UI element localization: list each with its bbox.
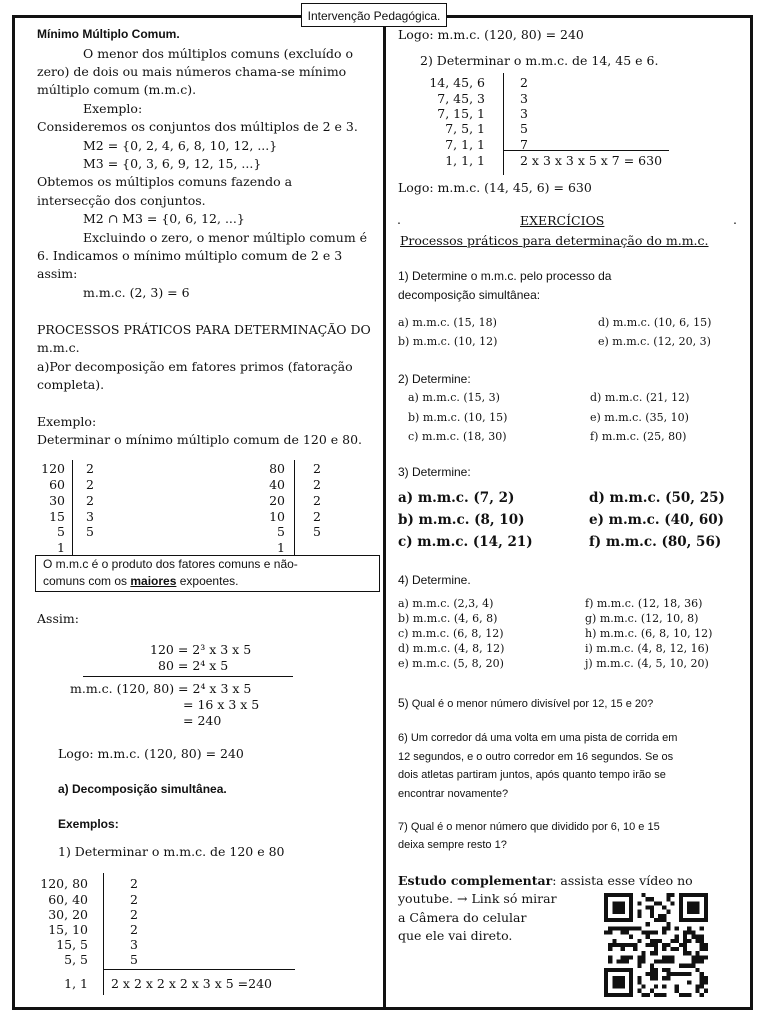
factor-prime: 5 [86,524,94,539]
intersection-set: M2 ∩ M3 = {0, 6, 12, ...} [83,211,245,226]
decomp-divider [503,73,504,175]
assim-label: Assim: [37,611,79,626]
decomp-product: 2 x 2 x 2 x 2 x 3 x 5 =240 [111,976,273,991]
decomp-factor: 2 [130,907,138,922]
study-line: youtube. → Link só mirar [398,891,557,906]
q4-item: f) m.m.c. (12, 18, 36) [585,597,703,610]
determine-line: 1) Determinar o m.m.c. de 120 e 80 [58,844,285,859]
decomp-factor: 2 [130,892,138,907]
decomp-row: 1, 1, 1 [445,153,485,168]
decomp-factor: 3 [520,106,528,121]
question-5: 5) Qual é o menor número divisível por 12, 15 e 20? [398,696,654,710]
subsection-a: a) Decomposição simultânea. [58,782,227,796]
exclude-line: Excluindo o zero, o menor múltiplo comum é [83,230,368,245]
decomp-row: 7, 5, 1 [445,121,485,136]
definition-line: zero) de dois ou mais números chama-se mínimo [37,64,347,79]
q4-item: e) m.m.c. (5, 8, 20) [398,657,504,670]
study-line: que ele vai direto. [398,928,513,943]
factor-dividend: 1 [277,540,285,555]
q4-item: b) m.m.c. (4, 6, 8) [398,612,498,625]
factor-dividend: 60 [49,477,65,492]
determine-line: Determinar o mínimo múltiplo comum de 120 e 80. [37,432,362,447]
determine-line: 2) Determinar o m.m.c. de 14, 45 e 6. [420,53,659,68]
equation-step: = 16 x 3 x 5 [183,697,260,712]
decomp-row: 15, 10 [48,922,88,937]
decomp-row: 7, 45, 3 [437,91,485,106]
exercises-title: EXERCÍCIOS [520,213,605,228]
decomp-row: 1, 1 [64,976,88,991]
equation-120: 120 = 2³ x 3 x 5 [150,642,252,657]
qr-code-icon[interactable] [600,893,712,997]
equation-result: = 240 [183,713,222,728]
q3-item: c) m.m.c. (14, 21) [398,534,533,550]
factor-prime: 5 [313,524,321,539]
q2-item: f) m.m.c. (25, 80) [590,430,687,443]
decomp-row: 7, 1, 1 [445,137,485,152]
examples-label: Exemplos: [58,817,119,831]
dot-mark: . [733,212,737,227]
section-title: Mínimo Múltiplo Comum. [37,27,180,41]
study-line: Estudo complementar: assista esse vídeo no [398,873,693,888]
equation-mmc: m.m.c. (120, 80) = 2⁴ x 3 x 5 [70,681,252,696]
q4-item: d) m.m.c. (4, 8, 12) [398,642,505,655]
factor-dividend: 1 [57,540,65,555]
study-line: a Câmera do celular [398,910,527,925]
q3-item: d) m.m.c. (50, 25) [589,490,725,506]
question-6: dois atletas partiram juntos, após quanto tempo irão se [398,769,666,781]
decomp-factor: 2 [520,75,528,90]
decomp-row: 5, 5 [64,952,88,967]
q4-item: i) m.m.c. (4, 8, 12, 16) [585,642,709,655]
decomp-divider [103,873,104,995]
logo-result: Logo: m.m.c. (120, 80) = 240 [398,27,584,42]
logo-result: Logo: m.m.c. (120, 80) = 240 [58,746,244,761]
factor-prime: 2 [86,461,94,476]
question-1: 1) Determine o m.m.c. pelo processo da [398,269,612,283]
decomp-row: 30, 20 [48,907,88,922]
q4-item: a) m.m.c. (2,3, 4) [398,597,494,610]
q2-item: b) m.m.c. (10, 15) [408,411,508,424]
logo-result: Logo: m.m.c. (14, 45, 6) = 630 [398,180,592,195]
factor-dividend: 120 [41,461,65,476]
decomp-factor: 3 [130,937,138,952]
factor-dividend: 5 [57,524,65,539]
question-7: 7) Qual é o menor número que dividido por 6, 10 e 15 [398,821,660,833]
decomp-product: 2 x 3 x 3 x 5 x 7 = 630 [520,153,663,168]
q1-item: a) m.m.c. (15, 18) [398,316,497,329]
q4-item: h) m.m.c. (6, 8, 10, 12) [585,627,713,640]
question-4: 4) Determine. [398,573,471,587]
question-3: 3) Determine: [398,465,471,479]
q4-item: g) m.m.c. (12, 10, 8) [585,612,699,625]
decomp-row: 60, 40 [48,892,88,907]
exercises-subtitle: Processos práticos para determinação do m.m.c. [400,233,709,248]
question-2: 2) Determine: [398,372,471,386]
method-a: completa). [37,377,105,392]
exclude-line: 6. Indicamos o mínimo múltiplo comum de 2 e 3 [37,248,343,263]
consider-line: Consideremos os conjuntos dos múltiplos de 2 e 3. [37,119,358,134]
q1-item: b) m.m.c. (10, 12) [398,335,498,348]
q3-item: b) m.m.c. (8, 10) [398,512,525,528]
q2-item: d) m.m.c. (21, 12) [590,391,690,404]
multiples-of-3: M3 = {0, 3, 6, 9, 12, 15, ...} [83,156,262,171]
factor-prime: 2 [313,509,321,524]
q3-item: a) m.m.c. (7, 2) [398,490,515,506]
question-7: deixa sempre resto 1? [398,839,507,851]
q1-item: d) m.m.c. (10, 6, 15) [598,316,712,329]
decomp-rule [103,969,295,970]
obtain-line: intersecção dos conjuntos. [37,193,206,208]
q4-item: c) m.m.c. (6, 8, 12) [398,627,504,640]
factor-prime: 2 [86,477,94,492]
processes-heading: PROCESSOS PRÁTICOS PARA DETERMINAÇÃO DO [37,322,371,337]
question-6: 12 segundos, e o outro corredor em 16 segundos. Se os [398,751,674,763]
q3-item: e) m.m.c. (40, 60) [589,512,725,528]
decomp-row: 120, 80 [40,876,88,891]
example-label: Exemplo: [37,414,97,429]
factor-prime: 3 [86,509,94,524]
q1-item: e) m.m.c. (12, 20, 3) [598,335,711,348]
q2-item: c) m.m.c. (18, 30) [408,430,507,443]
factor-prime: 2 [313,461,321,476]
factor-dividend: 80 [269,461,285,476]
decomp-factor: 7 [520,137,528,152]
decomp-factor: 2 [130,922,138,937]
question-6: encontrar novamente? [398,788,509,800]
factor-prime: 2 [313,493,321,508]
factor-prime: 2 [313,477,321,492]
factor-divider [72,460,73,555]
q3-item: f) m.m.c. (80, 56) [589,534,722,550]
decomp-factor: 5 [130,952,138,967]
factor-dividend: 20 [269,493,285,508]
method-a: a)Por decomposição em fatores primos (fatoração [37,359,353,374]
multiples-of-2: M2 = {0, 2, 4, 6, 8, 10, 12, ...} [83,138,278,153]
question-1: decomposição simultânea: [398,288,541,302]
factor-dividend: 10 [269,509,285,524]
rule-note-line: O m.m.c é o produto dos fatores comuns e não- [43,557,298,571]
factor-dividend: 30 [49,493,65,508]
decomp-factor: 2 [130,876,138,891]
q4-item: j) m.m.c. (4, 5, 10, 20) [585,657,709,670]
factor-dividend: 15 [49,509,65,524]
exclude-line: assim: [37,266,78,281]
decomp-factor: 5 [520,121,528,136]
rule-note-line: comuns com os maiores expoentes. [43,574,239,588]
equation-80: 80 = 2⁴ x 5 [158,658,229,673]
decomp-row: 15, 5 [56,937,88,952]
obtain-line: Obtemos os múltiplos comuns fazendo a [37,174,293,189]
factor-divider [294,460,295,555]
factor-dividend: 5 [277,524,285,539]
processes-heading: m.m.c. [37,340,80,355]
header-badge: Intervenção Pedagógica. [301,3,447,27]
mmc-2-3: m.m.c. (2, 3) = 6 [83,285,190,300]
q2-item: a) m.m.c. (15, 3) [408,391,500,404]
definition-line: O menor dos múltiplos comuns (excluído o [83,46,354,61]
column-divider [383,15,386,1010]
definition-line: múltiplo comum (m.m.c). [37,82,197,97]
question-6: 6) Um corredor dá uma volta em uma pista de corrida em [398,732,678,744]
factor-prime: 2 [86,493,94,508]
decomp-factor: 3 [520,91,528,106]
decomp-row: 14, 45, 6 [429,75,485,90]
q2-item: e) m.m.c. (35, 10) [590,411,689,424]
factor-dividend: 40 [269,477,285,492]
equation-rule [83,676,293,677]
decomp-row: 7, 15, 1 [437,106,485,121]
example-label: Exemplo: [83,101,143,116]
dot-mark: . [397,212,401,227]
